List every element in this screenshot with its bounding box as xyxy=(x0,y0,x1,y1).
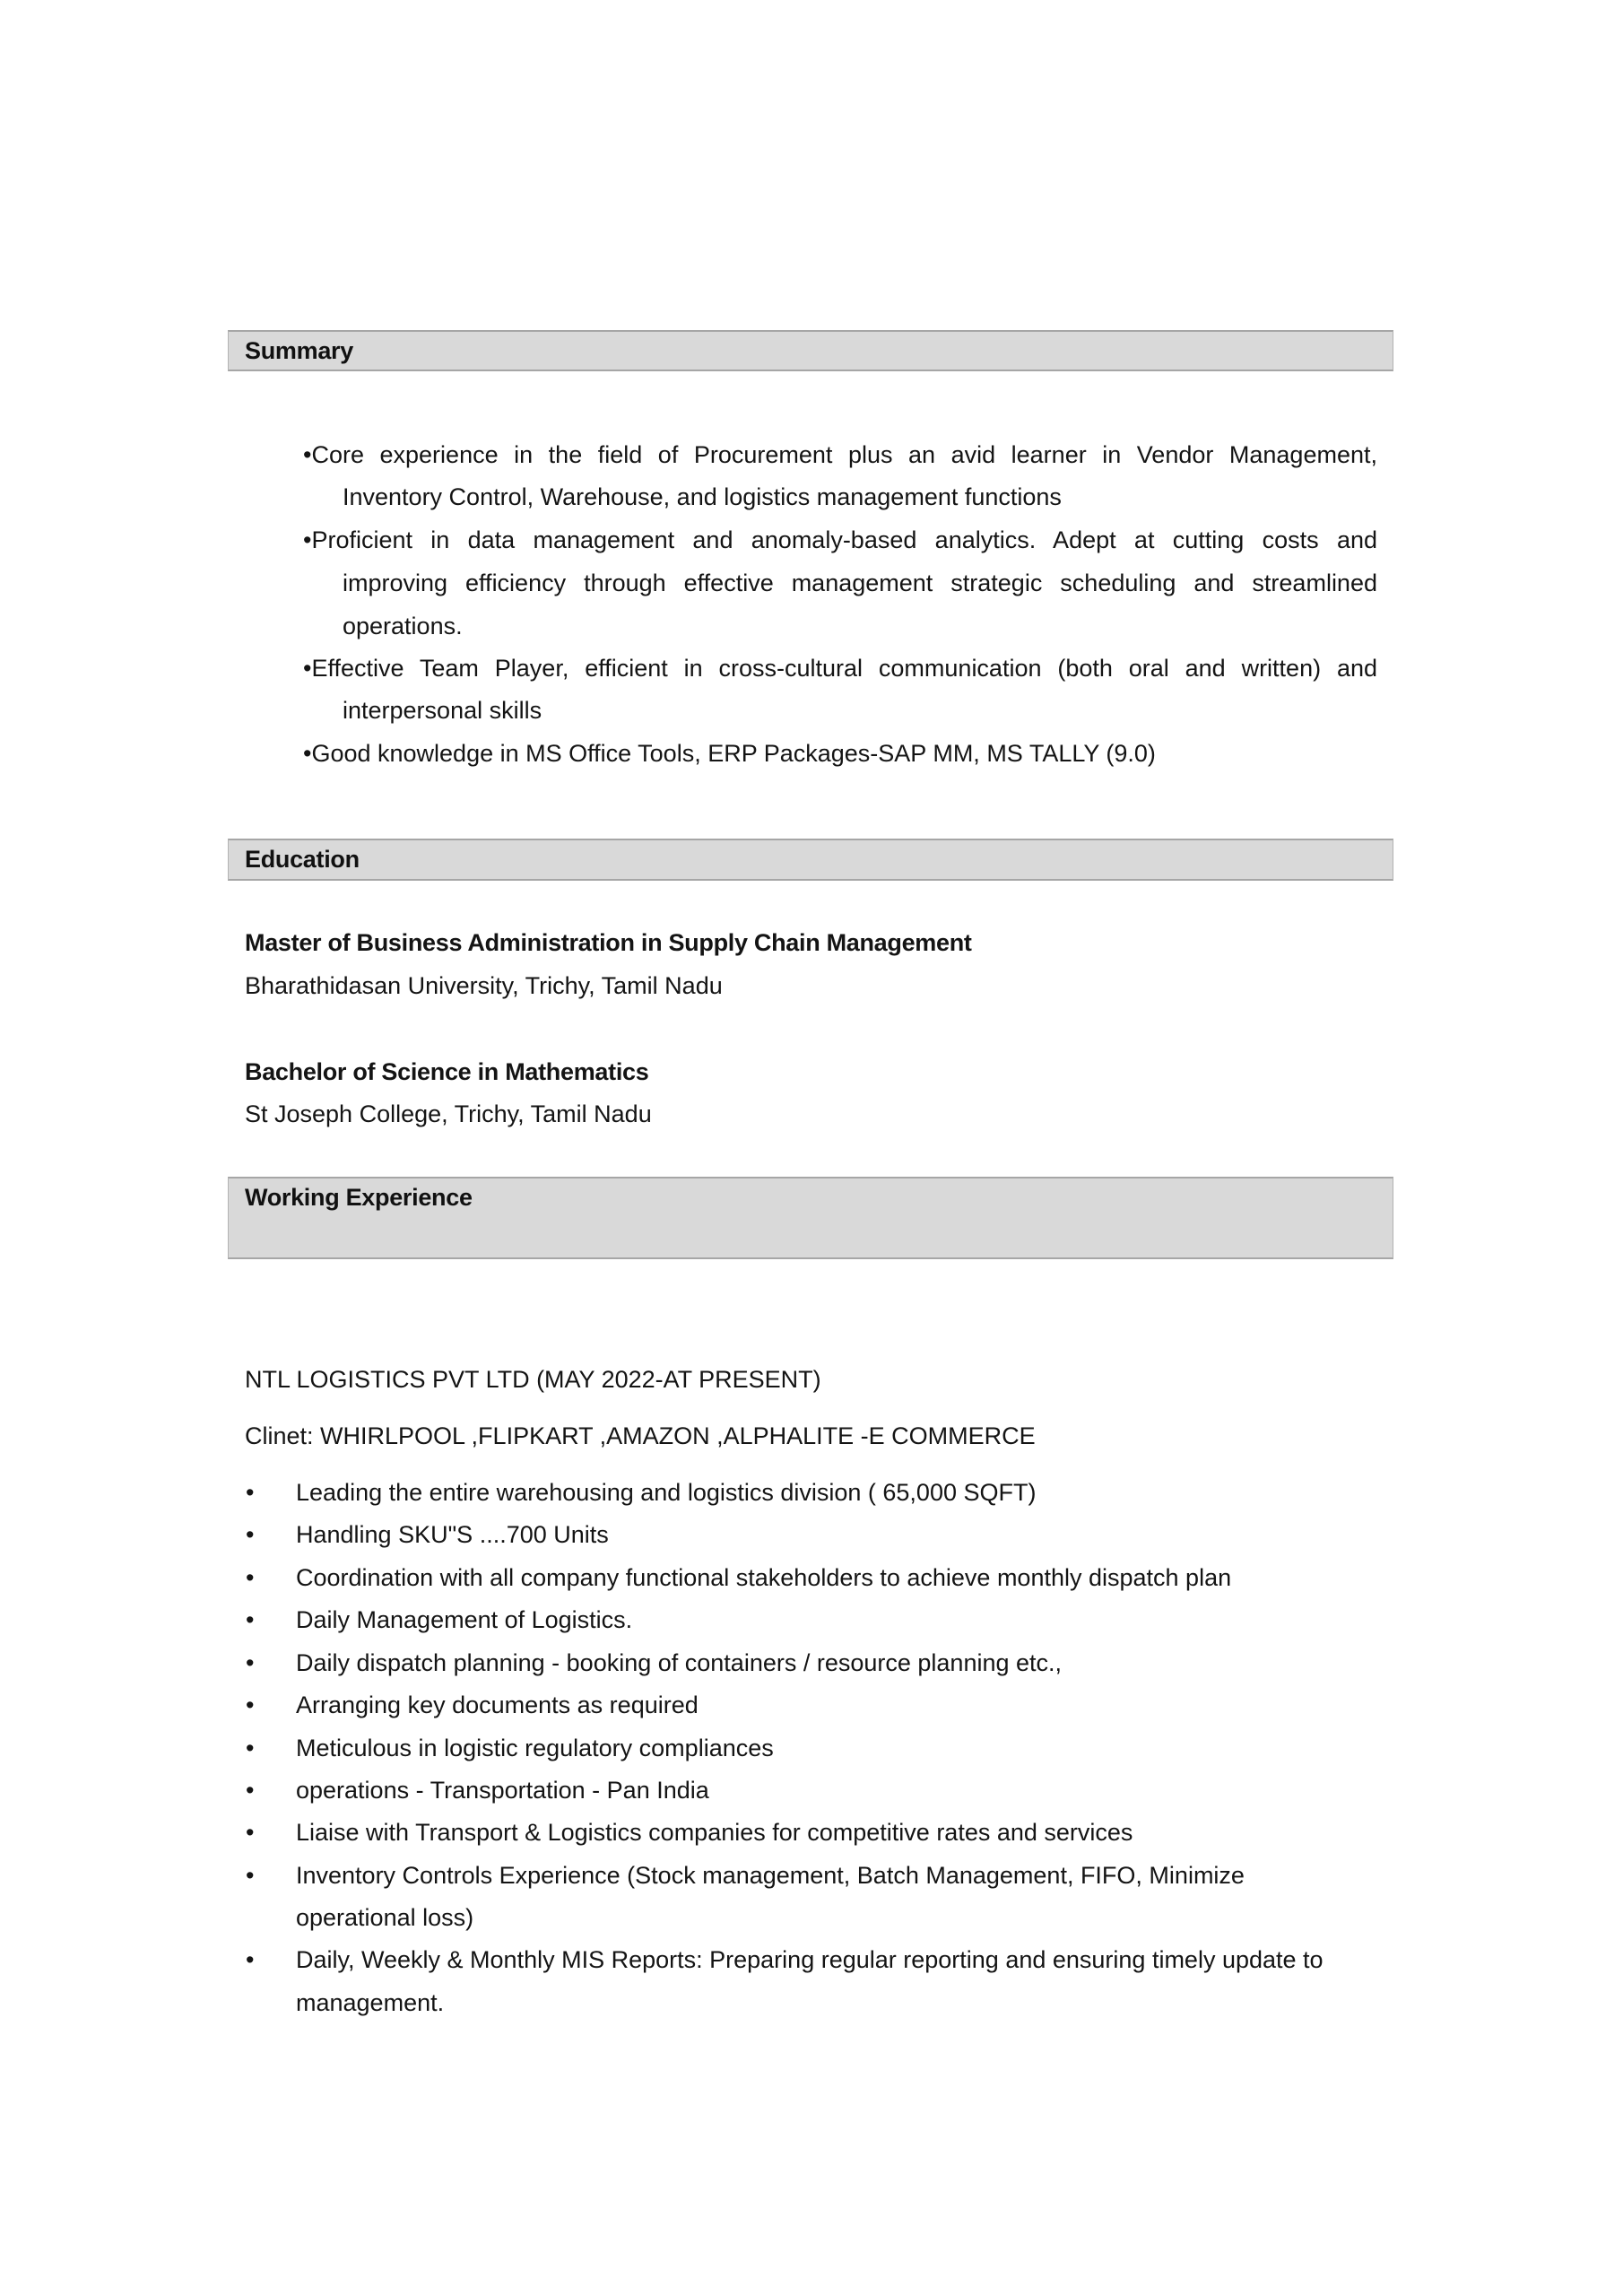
education-title: Education xyxy=(245,846,360,873)
education-section-header xyxy=(228,839,1393,881)
bullet-icon: • xyxy=(246,1479,255,1506)
degree-title: Bachelor of Science in Mathematics xyxy=(245,1058,649,1085)
bullet-icon: • xyxy=(246,1735,255,1761)
experience-bullet: Daily dispatch planning - booking of containers / resource planning etc., xyxy=(296,1649,1063,1676)
summary-line: •Effective Team Player, efficient in cross-cultural communication (both oral and written) and xyxy=(303,655,1377,682)
degree-title: Master of Business Administration in Supply Chain Management xyxy=(245,929,972,956)
experience-bullet: Liaise with Transport & Logistics companies for competitive rates and services xyxy=(296,1819,1133,1846)
company-name: NTL LOGISTICS PVT LTD (MAY 2022-AT PRESENT) xyxy=(245,1366,821,1393)
experience-bullet: Leading the entire warehousing and logistics division ( 65,000 SQFT) xyxy=(296,1479,1037,1506)
institution-name: St Joseph College, Trichy, Tamil Nadu xyxy=(245,1100,652,1127)
experience-bullet: Coordination with all company functional stakeholders to achieve monthly dispatch plan xyxy=(296,1564,1232,1591)
summary-title: Summary xyxy=(245,337,353,364)
experience-bullet: Handling SKU"S ....700 Units xyxy=(296,1521,609,1548)
experience-bullet: Arranging key documents as required xyxy=(296,1692,699,1718)
summary-line: interpersonal skills xyxy=(343,697,542,724)
bullet-icon: • xyxy=(246,1946,255,1973)
summary-line: improving efficiency through effective management strategic scheduling and streamlined xyxy=(343,570,1377,596)
bullet-icon: • xyxy=(246,1649,255,1676)
experience-bullet: Daily Management of Logistics. xyxy=(296,1606,633,1633)
bullet-icon: • xyxy=(246,1819,255,1846)
summary-line: •Core experience in the field of Procurement plus an avid learner in Vendor Management, xyxy=(303,441,1377,468)
bullet-icon: • xyxy=(246,1862,255,1889)
experience-title: Working Experience xyxy=(245,1184,473,1211)
bullet-icon: • xyxy=(246,1521,255,1548)
experience-bullet-continuation: management. xyxy=(296,1989,445,2016)
experience-bullet-continuation: operational loss) xyxy=(296,1904,474,1931)
bullet-icon: • xyxy=(246,1777,255,1804)
summary-line: Inventory Control, Warehouse, and logistics management functions xyxy=(343,483,1062,510)
summary-section-header xyxy=(228,330,1393,371)
bullet-icon: • xyxy=(246,1564,255,1591)
experience-section-header xyxy=(228,1177,1393,1259)
summary-line: •Proficient in data management and anomaly-based analytics. Adept at cutting costs and xyxy=(303,526,1377,553)
summary-line: operations. xyxy=(343,613,463,639)
bullet-icon: • xyxy=(246,1606,255,1633)
summary-line: •Good knowledge in MS Office Tools, ERP Packages-SAP MM, MS TALLY (9.0) xyxy=(303,740,1156,767)
experience-bullet: Meticulous in logistic regulatory compliances xyxy=(296,1735,774,1761)
experience-bullet: operations - Transportation - Pan India xyxy=(296,1777,709,1804)
experience-bullet: Daily, Weekly & Monthly MIS Reports: Preparing regular reporting and ensuring timely update to xyxy=(296,1946,1324,1973)
bullet-icon: • xyxy=(246,1692,255,1718)
client-list: Clinet: WHIRLPOOL ,FLIPKART ,AMAZON ,ALPHALITE -E COMMERCE xyxy=(245,1422,1036,1449)
institution-name: Bharathidasan University, Trichy, Tamil Nadu xyxy=(245,972,723,999)
experience-bullet: Inventory Controls Experience (Stock management, Batch Management, FIFO, Minimize xyxy=(296,1862,1245,1889)
